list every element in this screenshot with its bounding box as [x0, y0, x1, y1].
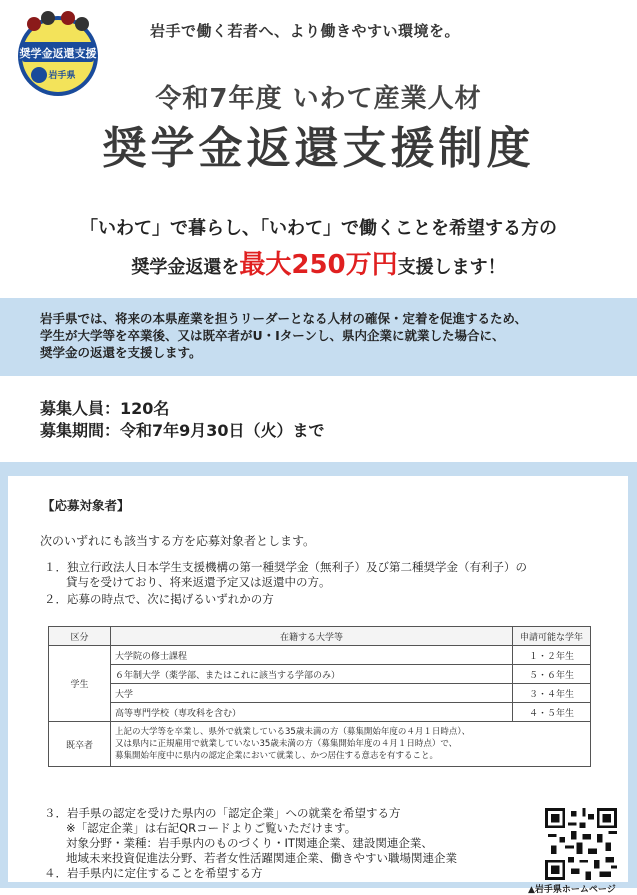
lead-line-2 — [0, 244, 637, 281]
description-band — [0, 298, 637, 376]
recruit-period: 募集期間：令和7年9月30日（火）まで — [40, 421, 325, 440]
year-cell: ４・５年生 — [513, 703, 591, 722]
description-line: 奨学金の返還を支援します。 — [40, 345, 202, 360]
graduate-line: 上記の大学等を卒業し、県外で就業している35歳未満の方（募集開始年度の４月１日時点）、 — [115, 727, 471, 737]
school-cell: 高等専門学校（専攻科を含む） — [111, 703, 513, 722]
year-cell: １・２年生 — [513, 646, 591, 665]
item-1-line-1: １．独立行政法人日本学生支援機構の第一種奨学金（無利子）及び第二種奨学金（有利子）の — [44, 560, 527, 574]
header-section — [0, 0, 637, 300]
lead-line-1: 「いわて」で暮らし、「いわて」で働くことを希望する方の — [80, 218, 557, 239]
item-3-line-1: ３．岩手県の認定を受けた県内の「認定企業」への就業を希望する方 — [44, 806, 401, 820]
table-header: 申請可能な学年 — [513, 627, 591, 646]
table-header: 在籍する大学等 — [111, 627, 513, 646]
eligibility-table — [48, 626, 591, 767]
item-2: ２．応募の時点で、次に掲げるいずれかの方 — [44, 592, 274, 606]
year-cell: ５・６年生 — [513, 665, 591, 684]
lead-line-2-before: 奨学金返還を — [131, 257, 240, 278]
year-cell: ３・４年生 — [513, 684, 591, 703]
graduate-line: 募集開始年度中に県内の認定企業において就業し、かつ居住する意志を有すること。 — [115, 751, 439, 761]
eligibility-card — [8, 476, 628, 895]
table-row — [49, 646, 591, 665]
item-3-line-4: 地域未来投資促進法分野、若者女性活躍関連企業、働きやすい職場関連企業 — [66, 851, 457, 865]
page-title: 奨学金返還支援制度 — [102, 123, 535, 174]
table-header-row — [49, 627, 591, 646]
table-row — [49, 722, 591, 767]
page-subtitle: 令和7年度 いわて産業人材 — [155, 84, 482, 114]
category-student: 学生 — [49, 646, 111, 722]
table-row — [49, 665, 591, 684]
item-3-line-2: ※「認定企業」は右記QRコードよりご覧いただけます。 — [66, 821, 357, 835]
item-4: ４．岩手県内に定住することを希望する方 — [44, 866, 263, 880]
tagline: 岩手で働く若者へ、より働きやすい環境を。 — [150, 22, 461, 40]
graduate-line: 又は県内に正規雇用で就業していない35歳未満の方（募集開始年度の４月１日時点）で、 — [115, 739, 458, 749]
eligibility-intro: 次のいずれにも該当する方を応募対象者とします。 — [40, 534, 316, 548]
svg-text:岩手県: 岩手県 — [48, 71, 76, 81]
recruit-count: 募集人員：120名 — [40, 399, 170, 418]
qr-code-icon[interactable] — [545, 808, 617, 880]
eligibility-title: 【応募対象者】 — [42, 498, 130, 513]
qr-caption: ▲岩手県ホームページ — [528, 885, 616, 895]
table-header: 区分 — [49, 627, 111, 646]
lead-line-2-after: 支援します！ — [397, 257, 506, 278]
school-cell: ６年制大学（薬学部、またはこれに該当する学部のみ） — [111, 665, 513, 684]
graduate-cell — [111, 722, 591, 767]
table-row — [49, 703, 591, 722]
recruit-info — [40, 398, 325, 442]
eligibility-panel — [0, 462, 637, 895]
school-cell: 大学 — [111, 684, 513, 703]
category-graduate: 既卒者 — [49, 722, 111, 767]
svg-text:奨学金返還支援: 奨学金返還支援 — [19, 47, 97, 60]
item-1-line-2: 貸与を受けており、将来返還予定又は返還中の方。 — [66, 575, 331, 589]
table-row — [49, 684, 591, 703]
item-3-line-3: 対象分野・業種：岩手県内のものづくり・IT関連企業、建設関連企業、 — [66, 836, 433, 850]
description-line: 岩手県では、将来の本県産業を担うリーダーとなる人材の確保・定着を促進するため、 — [40, 311, 528, 326]
description-line: 学生が大学等を卒業後、又は既卒者がU・Iターンし、県内企業に就業した場合に、 — [40, 328, 505, 343]
school-cell: 大学院の修士課程 — [111, 646, 513, 665]
max-amount-highlight: 最大250万円 — [239, 250, 398, 280]
